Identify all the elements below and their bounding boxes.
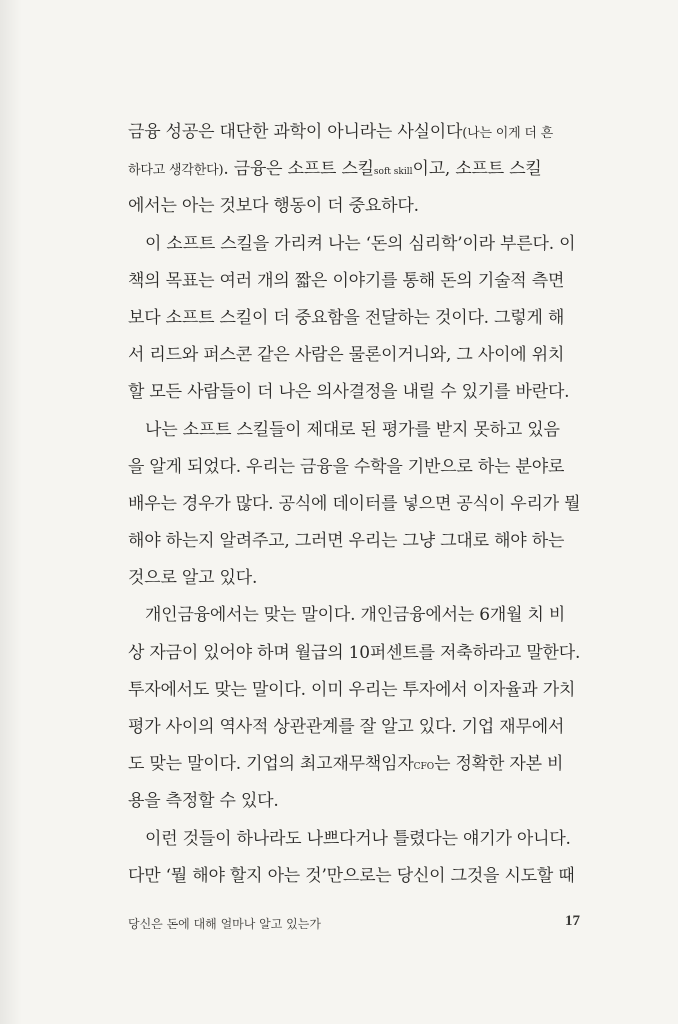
text-run: 서 리드와 퍼스콘 같은 사람은 물론이거니와, 그 사이에 위치 <box>128 345 565 366</box>
text-run: 상 자금이 있어야 하며 월급의 10퍼센트를 저축하라고 말한다. <box>128 642 580 663</box>
text-line <box>128 412 580 449</box>
text-run: 것으로 알고 있다. <box>128 568 258 589</box>
page-number: 17 <box>565 913 580 929</box>
text-run: 을 알게 되었다. 우리는 금융을 수학을 기반으로 하는 분야로 <box>128 456 565 477</box>
text-line <box>128 374 580 411</box>
text-line <box>128 226 580 263</box>
text-run: (나는 이게 더 흔 <box>462 126 554 141</box>
running-title: 당신은 돈에 대해 얼마나 알고 있는가 <box>128 917 321 931</box>
text-line <box>128 858 580 895</box>
text-run: 평가 사이의 역사적 상관관계를 잘 알고 있다. 기업 재무에서 <box>128 717 565 737</box>
text-line <box>128 672 580 709</box>
text-line <box>128 635 580 672</box>
text-run: 해야 하는지 알려주고, 그러면 우리는 그냥 그대로 해야 하는 <box>128 531 565 552</box>
text-line <box>128 821 580 858</box>
text-line <box>128 263 580 300</box>
annotation-subscript: soft skill <box>373 167 413 178</box>
annotation-subscript: CFO <box>413 762 435 773</box>
text-line <box>128 486 580 523</box>
text-line <box>128 783 580 820</box>
text-line <box>128 709 580 746</box>
page-gutter-shadow <box>0 0 22 1024</box>
text-line <box>128 337 580 374</box>
text-run: 개인금융에서는 맞는 말이다. 개인금융에서는 6개월 치 비 <box>145 605 566 626</box>
text-line <box>128 300 580 337</box>
text-run: 에서는 아는 것보다 행동이 더 중요하다. <box>128 196 419 217</box>
text-run: 책의 목표는 여러 개의 짧은 이야기를 통해 돈의 기술적 측면 <box>128 270 565 291</box>
text-line <box>128 597 580 634</box>
text-run: 나는 소프트 스킬들이 제대로 된 평가를 받지 못하고 있음 <box>145 419 560 440</box>
text-run: 는 정확한 자본 비 <box>434 754 564 775</box>
text-run: 배우는 경우가 많다. 공식에 데이터를 넣으면 공식이 우리가 뭘 <box>128 493 580 514</box>
body-text <box>128 114 580 895</box>
text-line <box>128 746 580 783</box>
text-line <box>128 449 580 486</box>
text-run: 다만 ‘뭘 해야 할지 아는 것’만으로는 당신이 그것을 시도할 때 <box>128 865 575 886</box>
text-run: . 금융은 소프트 스킬 <box>223 159 374 180</box>
text-run: 용을 측정할 수 있다. <box>128 791 279 812</box>
text-line <box>128 114 580 151</box>
text-line <box>128 560 580 597</box>
text-run: 투자에서도 맞는 말이다. 이미 우리는 투자에서 이자율과 가치 <box>128 679 576 700</box>
text-run: 이고, 소프트 스킬 <box>412 159 542 180</box>
text-run: 도 맞는 말이다. 기업의 최고재무책임자 <box>128 754 414 775</box>
text-line <box>128 188 580 225</box>
text-run: 하다고 생각한다) <box>128 163 224 179</box>
text-run: 금융 성공은 대단한 과학이 아니라는 사실이다 <box>128 122 463 142</box>
text-run: 이 소프트 스킬을 가리켜 나는 ‘돈의 심리학’이라 부른다. 이 <box>145 233 576 254</box>
text-run: 보다 소프트 스킬이 더 중요함을 전달하는 것이다. 그렇게 해 <box>128 307 565 328</box>
text-line <box>128 523 580 560</box>
text-run: 할 모든 사람들이 더 나은 의사결정을 내릴 수 있기를 바란다. <box>128 382 570 403</box>
text-line <box>128 151 580 188</box>
text-run: 이런 것들이 하나라도 나쁘다거나 틀렸다는 얘기가 아니다. <box>145 828 571 849</box>
